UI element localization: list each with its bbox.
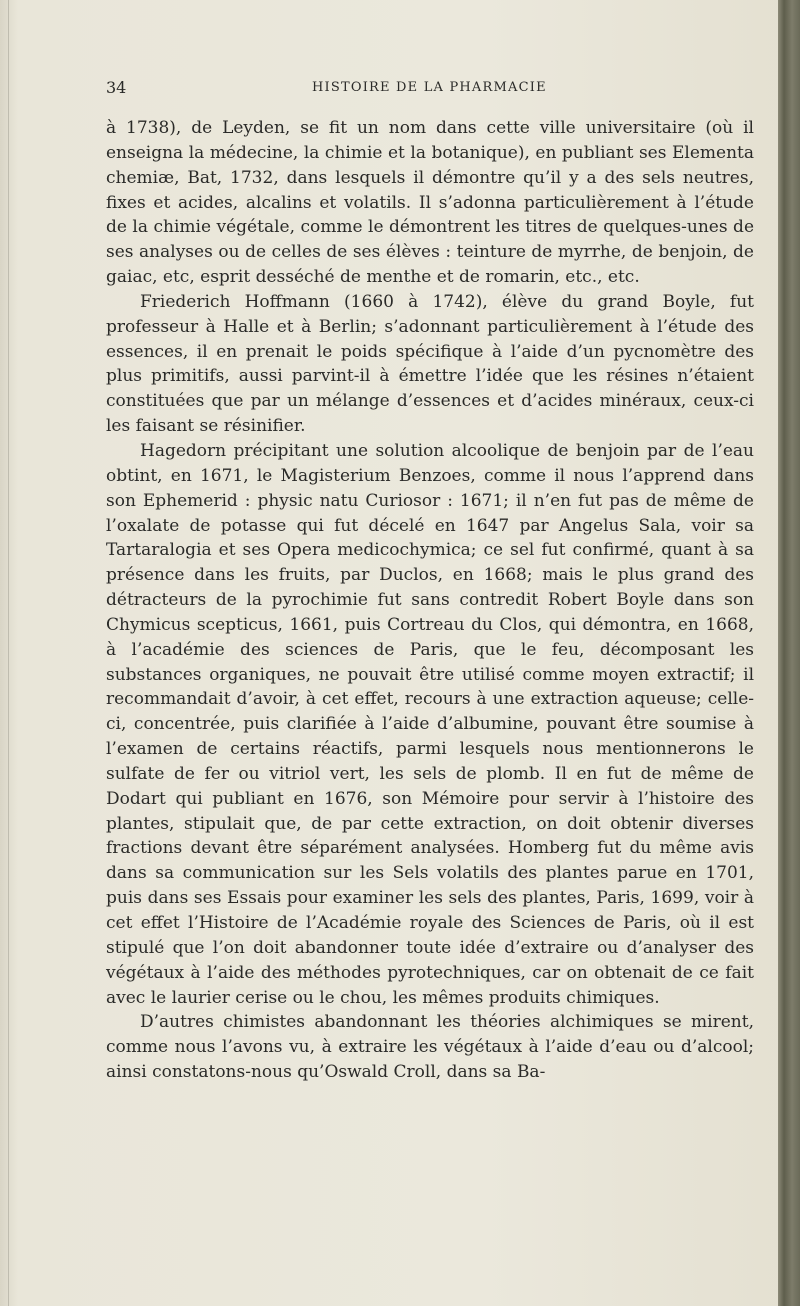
paragraph-boerhaave: à 1738), de Leyden, se fit un nom dans cette ville universitaire (où il enseigna la médecine, la chimie et la botanique), en publiant ses Elementa chemiæ, Bat, 1732, dans lesquels il démontre qu’il y a des sels neutres, fixes et acides, alcalins et volatils. Il s’adonna particulièrement à l’étude de la chimie végétale, comme le démontrent les titres de quelques-unes de ses analyses ou de celles de ses élèves : teinture de myrrhe, de benjoin, de gaiac, etc, esprit desséché de menthe et de romarin, etc., etc. <box>106 118 754 288</box>
running-title: HISTOIRE DE LA PHARMACIE <box>312 80 547 95</box>
paragraph-croll: D’autres chimistes abandonnant les théories alchimiques se mirent, comme nous l’avons vu, à extraire les végétaux à l’aide d’eau ou d’alcool; ainsi constatons-nous qu’Oswald Croll, dans sa Ba- <box>106 1012 754 1083</box>
page-header <box>106 78 756 102</box>
paragraph-hagedorn: Hagedorn précipitant une solution alcoolique de benjoin par de l’eau obtint, en 1671, le Magisterium Benzoes, comme il nous l’apprend dans son Ephemerid : physic natu Curiosor : 1671; il n’en fut pas de même de l’oxalate de potasse qui fut décelé en 1647 par Angelus Sala, voir sa Tartaralogia et ses Opera medicochymica; ce sel fut confirmé, quant à sa présence dans les fruits, par Duclos, en 1668; mais le plus grand des détracteurs de la pyrochimie fut sans contredit Robert Boyle dans son Chymicus scepticus, 1661, puis Cortreau du Clos, qui démontra, en 1668, à l’académie des sciences de Paris, que le feu, décomposant les substances organiques, ne pouvait être utilisé comme moyen extractif; il recommandait d’avoir, à cet effet, recours à une extraction aqueuse; celle-ci, concentrée, puis clarifiée à l’aide d’albumine, pouvant être soumise à l’examen de certains réactifs, parmi lesquels nous mentionnerons le sulfate de fer ou vitriol vert, les sels de plomb. Il en fut de même de Dodart qui publiant en 1676, son Mémoire pour servir à l’histoire des plantes, stipulait que, de par cette extraction, on doit obtenir diverses fractions devant être séparément analysées. Homberg fut du même avis dans sa communication sur les Sels volatils des plantes parue en 1701, puis dans ses Essais pour examiner les sels des plantes, Paris, 1699, voir à cet effet l’Histoire de l’Académie royale des Sciences de Paris, où il est stipulé que l’on doit abandonner toute idée d’extraire ou d’analyser des végétaux à l’aide des méthodes pyrotechniques, car on obtenait de ce fait avec le laurier cerise ou le chou, les mêmes produits chimiques. <box>106 440 754 1008</box>
page-edge-shadow <box>8 0 9 1306</box>
paragraph-hoffmann: Friederich Hoffmann (1660 à 1742), élève du grand Boyle, fut professeur à Halle et à Berlin; s’adonnant particulièrement à l’étude des essences, il en prenait le poids spécifique à l’aide d’un pycnomètre des plus primitifs, aussi parvint-il à émettre l’idée que les résines n’étaient constituées que par un mélange d’essences et d’acides minéraux, ceux-ci les faisant se résinifier. <box>106 291 754 437</box>
body-text <box>106 116 754 1085</box>
page-number: 34 <box>106 78 127 97</box>
book-binding-edge <box>778 0 800 1306</box>
